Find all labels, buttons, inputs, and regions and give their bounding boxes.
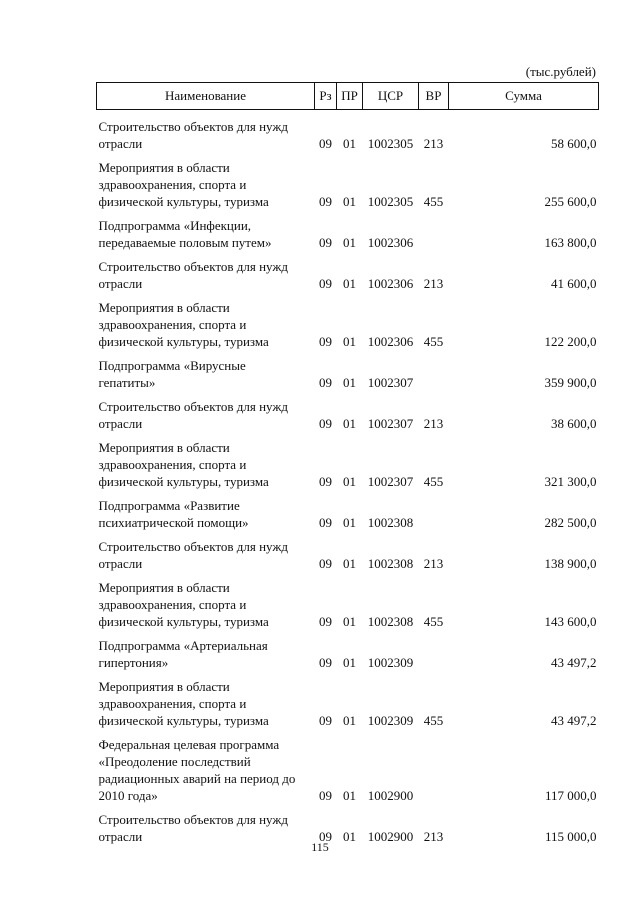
table-row [97, 354, 599, 395]
header-sum: Сумма [449, 83, 599, 110]
row-rz: 09 [319, 515, 332, 530]
row-csr: 1002306 [367, 276, 414, 291]
header-pr: ПР [337, 83, 363, 110]
row-csr: 1002900 [367, 788, 414, 803]
row-name [97, 535, 315, 576]
row-rz: 09 [319, 788, 332, 803]
row-name [97, 675, 315, 733]
row-rz: 09 [319, 655, 332, 670]
row-name-line: физической культуры, туризма [98, 334, 269, 349]
row-name-line: Федеральная целевая программа [98, 737, 280, 752]
row-name-line: Мероприятия в области [98, 300, 230, 315]
row-csr: 1002305 [367, 194, 414, 209]
row-rz: 09 [319, 235, 332, 250]
row-name [97, 733, 315, 808]
row-rz: 09 [319, 416, 332, 431]
row-sum: 41 600,0 [551, 276, 597, 291]
row-name-line: Мероприятия в области [98, 440, 230, 455]
row-rz: 09 [319, 194, 332, 209]
table-row [97, 395, 599, 436]
header-csr: ЦСР [363, 83, 419, 110]
row-pr: 01 [343, 334, 356, 349]
row-rz: 09 [319, 829, 332, 844]
row-sum: 43 497,2 [551, 655, 597, 670]
row-vr [419, 354, 449, 395]
row-name-line: Подпрограмма «Вирусные [98, 358, 246, 373]
row-name-line: Подпрограмма «Инфекции, [98, 218, 252, 233]
table-row [97, 733, 599, 808]
row-vr: 213 [423, 136, 444, 151]
row-name-line: физической культуры, туризма [98, 194, 269, 209]
table-row [97, 255, 599, 296]
row-name-line: Мероприятия в области [98, 160, 230, 175]
row-csr: 1002305 [367, 136, 414, 151]
row-pr: 01 [343, 194, 356, 209]
row-pr: 01 [343, 614, 356, 629]
budget-table [96, 82, 599, 849]
row-name-line: отрасли [98, 416, 143, 431]
row-pr: 01 [343, 375, 356, 390]
row-vr: 455 [423, 194, 444, 209]
row-pr: 01 [343, 713, 356, 728]
row-name-line: здравоохранения, спорта и [98, 317, 247, 332]
row-name [97, 255, 315, 296]
table-row [97, 156, 599, 214]
row-rz: 09 [319, 556, 332, 571]
row-pr: 01 [343, 655, 356, 670]
row-name-line: отрасли [98, 556, 143, 571]
table-body [97, 110, 599, 850]
row-rz: 09 [319, 713, 332, 728]
row-name [97, 494, 315, 535]
row-name-line: «Преодоление последствий [98, 754, 251, 769]
table-row [97, 214, 599, 255]
row-name-line: Строительство объектов для нужд [98, 259, 288, 274]
row-name-line: физической культуры, туризма [98, 474, 269, 489]
row-sum: 359 900,0 [544, 375, 597, 390]
row-vr: 213 [423, 829, 444, 844]
row-sum: 115 000,0 [544, 829, 597, 844]
row-name-line: радиационных аварий на период до [98, 771, 296, 786]
row-pr: 01 [343, 829, 356, 844]
row-vr [419, 733, 449, 808]
row-csr: 1002306 [367, 235, 414, 250]
row-pr: 01 [343, 416, 356, 431]
row-name [97, 296, 315, 354]
row-name-line: здравоохранения, спорта и [98, 457, 247, 472]
row-csr: 1002308 [367, 556, 414, 571]
row-vr [419, 214, 449, 255]
row-name-line: Строительство объектов для нужд [98, 539, 288, 554]
row-sum: 163 800,0 [544, 235, 597, 250]
row-csr: 1002309 [367, 713, 414, 728]
row-vr [419, 634, 449, 675]
row-rz: 09 [319, 136, 332, 151]
row-rz: 09 [319, 375, 332, 390]
table-header-row [97, 83, 599, 110]
row-vr: 455 [423, 334, 444, 349]
row-name-line: психиатрической помощи» [98, 515, 249, 530]
row-vr: 213 [423, 416, 444, 431]
units-note: (тыс.рублей) [525, 64, 596, 79]
table-row [97, 535, 599, 576]
row-csr: 1002307 [367, 474, 414, 489]
table-row [97, 634, 599, 675]
row-sum: 38 600,0 [551, 416, 597, 431]
row-name-line: здравоохранения, спорта и [98, 696, 247, 711]
row-name-line: здравоохранения, спорта и [98, 597, 247, 612]
table-row [97, 576, 599, 634]
row-csr: 1002307 [367, 375, 414, 390]
row-name-line: отрасли [98, 136, 143, 151]
row-vr: 455 [423, 614, 444, 629]
page-number: 115 [311, 840, 329, 854]
table-row [97, 110, 599, 157]
row-csr: 1002900 [367, 829, 414, 844]
row-vr: 213 [423, 276, 444, 291]
row-name-line: Подпрограмма «Артериальная [98, 638, 268, 653]
row-sum: 122 200,0 [544, 334, 597, 349]
row-name [97, 156, 315, 214]
row-csr: 1002306 [367, 334, 414, 349]
row-sum: 43 497,2 [551, 713, 597, 728]
row-csr: 1002307 [367, 416, 414, 431]
row-sum: 58 600,0 [551, 136, 597, 151]
row-name-line: физической культуры, туризма [98, 614, 269, 629]
row-rz: 09 [319, 276, 332, 291]
row-name-line: Мероприятия в области [98, 679, 230, 694]
row-name [97, 214, 315, 255]
row-rz: 09 [319, 474, 332, 489]
row-sum: 255 600,0 [544, 194, 597, 209]
row-pr: 01 [343, 515, 356, 530]
row-name-line: Строительство объектов для нужд [98, 119, 288, 134]
row-name-line: здравоохранения, спорта и [98, 177, 247, 192]
row-vr: 455 [423, 713, 444, 728]
row-name-line: Мероприятия в области [98, 580, 230, 595]
row-sum: 282 500,0 [544, 515, 597, 530]
row-name-line: Подпрограмма «Развитие [98, 498, 240, 513]
row-pr: 01 [343, 276, 356, 291]
table-row [97, 296, 599, 354]
row-vr [419, 494, 449, 535]
row-pr: 01 [343, 788, 356, 803]
row-name [97, 110, 315, 157]
row-name-line: гепатиты» [98, 375, 156, 390]
row-sum: 138 900,0 [544, 556, 597, 571]
header-rz: Рз [315, 83, 337, 110]
row-name-line: физической культуры, туризма [98, 713, 269, 728]
header-vr: ВР [419, 83, 449, 110]
header-name: Наименование [97, 83, 315, 110]
row-name-line: Строительство объектов для нужд [98, 399, 288, 414]
row-name-line: 2010 года» [98, 788, 158, 803]
row-name [97, 436, 315, 494]
row-name [97, 634, 315, 675]
row-pr: 01 [343, 136, 356, 151]
table-row [97, 436, 599, 494]
row-name [97, 354, 315, 395]
row-csr: 1002308 [367, 614, 414, 629]
row-pr: 01 [343, 556, 356, 571]
row-name-line: отрасли [98, 276, 143, 291]
row-csr: 1002309 [367, 655, 414, 670]
row-pr: 01 [343, 474, 356, 489]
table-row [97, 494, 599, 535]
row-name [97, 395, 315, 436]
row-rz: 09 [319, 334, 332, 349]
row-name-line: гипертония» [98, 655, 169, 670]
row-name-line: передаваемые половым путем» [98, 235, 272, 250]
row-vr: 213 [423, 556, 444, 571]
row-name [97, 576, 315, 634]
row-rz: 09 [319, 614, 332, 629]
row-sum: 143 600,0 [544, 614, 597, 629]
row-sum: 117 000,0 [544, 788, 597, 803]
row-name-line: отрасли [98, 829, 143, 844]
row-sum: 321 300,0 [544, 474, 597, 489]
row-name-line: Строительство объектов для нужд [98, 812, 288, 827]
row-vr: 455 [423, 474, 444, 489]
row-pr: 01 [343, 235, 356, 250]
row-csr: 1002308 [367, 515, 414, 530]
table-row [97, 675, 599, 733]
